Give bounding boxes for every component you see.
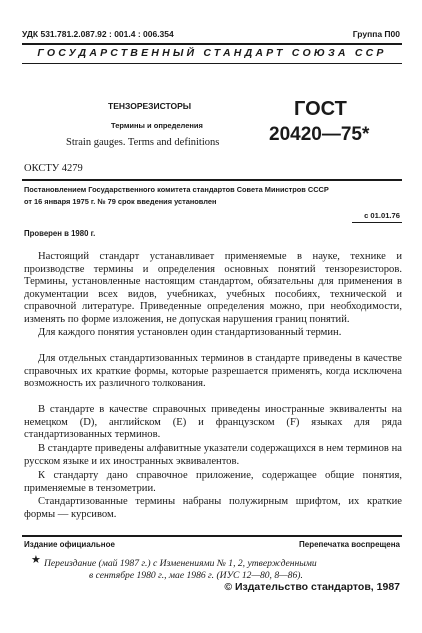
udk-code: УДК 531.781.2.087.92 : 001.4 : 006.354 bbox=[22, 29, 174, 39]
reprint-prohibited: Перепечатка воспрещена bbox=[299, 540, 400, 549]
reissue-note-line-1: Переиздание (май 1987 г.) с Изменениями № 1, 2, утвержденными bbox=[44, 558, 317, 569]
group-code: Группа П00 bbox=[352, 29, 400, 39]
gost-label: ГОСТ bbox=[294, 98, 347, 120]
okstu-code: ОКСТУ 4279 bbox=[24, 163, 83, 174]
copyright: © Издательство стандартов, 1987 bbox=[224, 581, 400, 593]
decree-line-1: Постановлением Государственного комитета стандартов Совета Министров СССР bbox=[24, 185, 329, 194]
title-rule bbox=[22, 179, 402, 181]
body-paragraph-7: Стандартизованные термины набраны полужирным шрифтом, их краткие формы — курсивом. bbox=[24, 496, 402, 520]
body-paragraph-1: Настоящий стандарт устанавливает применяемые в науке, технике и производстве термины и определения основных понятий тензорезисторов. Термины, установленные настоящим стандартом, обязательны для применения в документации всех видов, учебниках, учебных пособиях, технической и справочной литературе. Приведенные определения можно, при необходимости, изменять по форме изложения, не допуская нарушения границ понятий. bbox=[24, 251, 402, 325]
star-icon: ★ bbox=[31, 554, 41, 566]
header-rule-bottom bbox=[22, 63, 402, 64]
body-paragraph-3: Для отдельных стандартизованных терминов в стандарте приведены в качестве справочных их краткие формы, которые разрешается применять, когда исключена возможность их различного толкования. bbox=[24, 353, 402, 389]
standard-banner: ГОСУДАРСТВЕННЫЙ СТАНДАРТ СОЮЗА ССР bbox=[37, 47, 387, 59]
decree-line-2: от 16 января 1975 г. № 79 срок введения установлен bbox=[24, 197, 217, 206]
english-title: Strain gauges. Terms and definitions bbox=[66, 137, 220, 148]
document-subtitle: Термины и определения bbox=[111, 121, 203, 130]
gost-number: 20420—75* bbox=[269, 124, 370, 145]
body-paragraph-2: Для каждого понятия установлен один стандартизованный термин. bbox=[38, 327, 342, 338]
footer-rule bbox=[22, 535, 402, 537]
reissue-note-line-2: в сентябре 1980 г., мае 1986 г. (ИУС 12—80, 8—86). bbox=[89, 570, 303, 581]
document-title: ТЕНЗОРЕЗИСТОРЫ bbox=[108, 101, 192, 111]
body-paragraph-5: В стандарте приведены алфавитные указатели содержащихся в нем терминов на русском языке и их иностранных эквивалентов. bbox=[24, 443, 402, 467]
header-rule-top bbox=[22, 43, 402, 45]
official-edition: Издание официальное bbox=[24, 540, 115, 549]
effective-date: с 01.01.76 bbox=[364, 211, 400, 220]
checked-note: Проверен в 1980 г. bbox=[24, 229, 96, 238]
body-paragraph-4: В стандарте в качестве справочных приведены иностранные эквиваленты на немецком (D), английском (E) и французском (F) языках для ряда стандартизованных терминов. bbox=[24, 404, 402, 440]
date-underline bbox=[352, 222, 402, 223]
body-paragraph-6: К стандарту дано справочное приложение, содержащее общие понятия, применяемые в тензометрии. bbox=[24, 470, 402, 494]
